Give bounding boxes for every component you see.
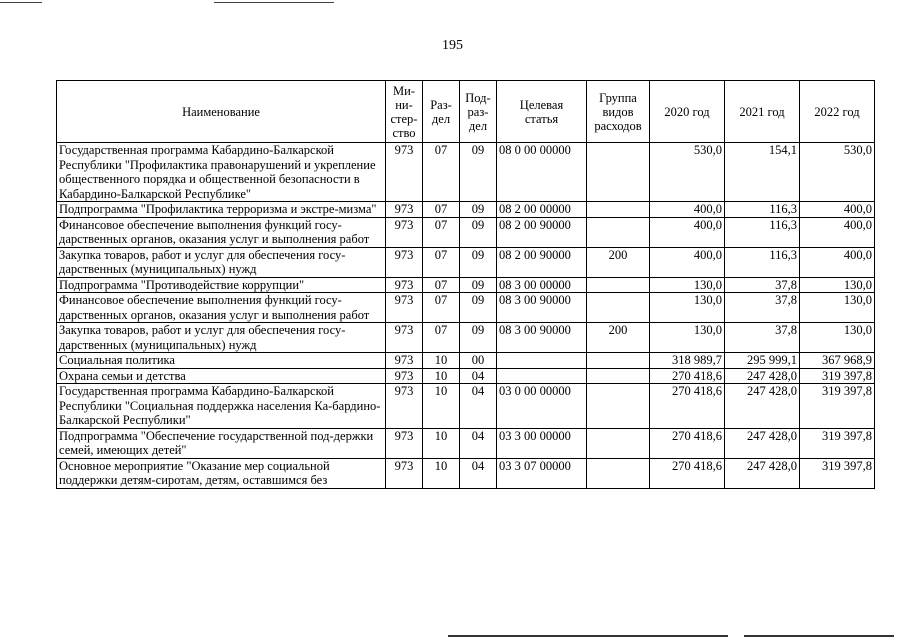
cell-target: 08 3 00 90000	[497, 293, 587, 323]
cell-2022: 130,0	[800, 293, 875, 323]
cell-2020: 530,0	[650, 143, 725, 202]
cell-group	[587, 277, 650, 293]
cell-2022: 130,0	[800, 323, 875, 353]
header-2020: 2020 год	[650, 81, 725, 143]
cell-2022: 319 397,8	[800, 458, 875, 488]
cell-2020: 270 418,6	[650, 368, 725, 384]
cell-2022: 130,0	[800, 277, 875, 293]
cell-2021: 154,1	[725, 143, 800, 202]
header-name: Наименование	[57, 81, 386, 143]
cell-group	[587, 384, 650, 429]
cell-subsection: 09	[460, 247, 497, 277]
cell-2022: 319 397,8	[800, 384, 875, 429]
cell-ministry: 973	[386, 428, 423, 458]
cell-2021: 116,3	[725, 217, 800, 247]
cell-name: Финансовое обеспечение выполнения функций госу-дарственных органов, оказания услуг и выполнения работ	[57, 217, 386, 247]
cell-subsection: 04	[460, 384, 497, 429]
cell-2020: 400,0	[650, 202, 725, 218]
cell-2022: 400,0	[800, 247, 875, 277]
cell-ministry: 973	[386, 368, 423, 384]
header-2021: 2021 год	[725, 81, 800, 143]
header-group	[587, 81, 650, 143]
table-row	[57, 384, 875, 429]
cell-subsection: 09	[460, 293, 497, 323]
cell-name: Подпрограмма "Обеспечение государственной под-держки семей, имеющих детей"	[57, 428, 386, 458]
cell-section: 10	[423, 428, 460, 458]
cell-2020: 130,0	[650, 293, 725, 323]
cell-2022: 400,0	[800, 202, 875, 218]
cell-2021: 247 428,0	[725, 368, 800, 384]
cell-target	[497, 368, 587, 384]
cell-2020: 130,0	[650, 323, 725, 353]
cell-subsection: 04	[460, 368, 497, 384]
cell-section: 10	[423, 353, 460, 369]
cell-2022: 367 968,9	[800, 353, 875, 369]
cell-ministry: 973	[386, 247, 423, 277]
cell-section: 07	[423, 217, 460, 247]
cell-2020: 130,0	[650, 277, 725, 293]
cell-name: Государственная программа Кабардино-Балкарской Республики "Социальная поддержка населения Ка-бардино-Балкарской Республики"	[57, 384, 386, 429]
table-row	[57, 428, 875, 458]
cell-name: Социальная политика	[57, 353, 386, 369]
cell-ministry: 973	[386, 458, 423, 488]
table-row	[57, 202, 875, 218]
cell-group	[587, 143, 650, 202]
cell-ministry: 973	[386, 217, 423, 247]
bottom-scan-line-left	[448, 635, 728, 637]
cell-name: Государственная программа Кабардино-Балкарской Республики "Профилактика правонарушений и укрепление общественного порядка и общественной безопасности в Кабардино-Балкарской Республике"	[57, 143, 386, 202]
cell-group	[587, 428, 650, 458]
cell-subsection: 09	[460, 323, 497, 353]
header-ministry-text: Ми- ни- стер- ство	[390, 83, 418, 140]
cell-2022: 319 397,8	[800, 428, 875, 458]
cell-2020: 400,0	[650, 247, 725, 277]
cell-subsection: 04	[460, 458, 497, 488]
header-target-text: Целевая статья	[519, 97, 564, 126]
cell-group: 200	[587, 247, 650, 277]
cell-section: 10	[423, 384, 460, 429]
cell-2021: 116,3	[725, 247, 800, 277]
header-2022: 2022 год	[800, 81, 875, 143]
cell-section: 07	[423, 293, 460, 323]
cell-section: 07	[423, 277, 460, 293]
cell-ministry: 973	[386, 293, 423, 323]
header-ministry	[386, 81, 423, 143]
cell-target: 08 3 00 90000	[497, 323, 587, 353]
cell-name: Подпрограмма "Противодействие коррупции"	[57, 277, 386, 293]
cell-2022: 530,0	[800, 143, 875, 202]
cell-2020: 270 418,6	[650, 428, 725, 458]
table-row	[57, 277, 875, 293]
header-section	[423, 81, 460, 143]
cell-group: 200	[587, 323, 650, 353]
table-row	[57, 217, 875, 247]
page-number: 195	[442, 38, 463, 53]
cell-target: 08 3 00 00000	[497, 277, 587, 293]
cell-name: Закупка товаров, работ и услуг для обеспечения госу-дарственных (муниципальных) нужд	[57, 323, 386, 353]
cell-name: Основное мероприятие "Оказание мер социальной поддержки детям-сиротам, детям, оставшимся без	[57, 458, 386, 488]
cell-2021: 116,3	[725, 202, 800, 218]
cell-2020: 318 989,7	[650, 353, 725, 369]
table-row	[57, 353, 875, 369]
cell-ministry: 973	[386, 353, 423, 369]
table-row	[57, 247, 875, 277]
cell-group	[587, 458, 650, 488]
header-group-text: Группа видов расходов	[594, 90, 642, 133]
cell-subsection: 09	[460, 202, 497, 218]
cell-target: 08 2 00 90000	[497, 217, 587, 247]
cell-ministry: 973	[386, 323, 423, 353]
cell-target: 03 3 00 00000	[497, 428, 587, 458]
header-target	[497, 81, 587, 143]
cell-group	[587, 217, 650, 247]
header-row	[57, 81, 875, 143]
table-row	[57, 458, 875, 488]
header-subsection	[460, 81, 497, 143]
budget-table	[56, 80, 875, 489]
cell-2020: 270 418,6	[650, 458, 725, 488]
table-row	[57, 143, 875, 202]
cell-2021: 37,8	[725, 293, 800, 323]
cell-2021: 37,8	[725, 323, 800, 353]
cell-target: 03 0 00 00000	[497, 384, 587, 429]
cell-ministry: 973	[386, 143, 423, 202]
cell-section: 10	[423, 368, 460, 384]
cell-section: 07	[423, 323, 460, 353]
cell-2020: 400,0	[650, 217, 725, 247]
cell-group	[587, 293, 650, 323]
cell-target: 08 0 00 00000	[497, 143, 587, 202]
cell-target: 08 2 00 90000	[497, 247, 587, 277]
cell-section: 07	[423, 202, 460, 218]
cell-ministry: 973	[386, 202, 423, 218]
header-section-text: Раз- дел	[430, 97, 452, 126]
cell-target: 03 3 07 00000	[497, 458, 587, 488]
cell-target	[497, 353, 587, 369]
cell-subsection: 09	[460, 277, 497, 293]
cell-subsection: 04	[460, 428, 497, 458]
top-scan-line-left	[0, 2, 42, 3]
cell-subsection: 09	[460, 217, 497, 247]
cell-group	[587, 368, 650, 384]
cell-group	[587, 353, 650, 369]
header-subsection-text: Под- раз- дел	[465, 90, 491, 133]
top-scan-line-right	[214, 2, 334, 3]
cell-section: 10	[423, 458, 460, 488]
cell-name: Закупка товаров, работ и услуг для обеспечения госу-дарственных (муниципальных) нужд	[57, 247, 386, 277]
cell-target: 08 2 00 00000	[497, 202, 587, 218]
cell-2022: 400,0	[800, 217, 875, 247]
table-body	[57, 143, 875, 489]
cell-2021: 247 428,0	[725, 428, 800, 458]
table-row	[57, 323, 875, 353]
cell-ministry: 973	[386, 384, 423, 429]
table-row	[57, 293, 875, 323]
cell-section: 07	[423, 143, 460, 202]
cell-2020: 270 418,6	[650, 384, 725, 429]
cell-2022: 319 397,8	[800, 368, 875, 384]
cell-subsection: 09	[460, 143, 497, 202]
cell-2021: 247 428,0	[725, 384, 800, 429]
cell-2021: 247 428,0	[725, 458, 800, 488]
cell-ministry: 973	[386, 277, 423, 293]
cell-2021: 295 999,1	[725, 353, 800, 369]
cell-name: Охрана семьи и детства	[57, 368, 386, 384]
cell-name: Подпрограмма "Профилактика терроризма и экстре-мизма"	[57, 202, 386, 218]
bottom-scan-line-right	[744, 635, 894, 637]
cell-subsection: 00	[460, 353, 497, 369]
cell-section: 07	[423, 247, 460, 277]
cell-group	[587, 202, 650, 218]
table-row	[57, 368, 875, 384]
cell-name: Финансовое обеспечение выполнения функций госу-дарственных органов, оказания услуг и выполнения работ	[57, 293, 386, 323]
cell-2021: 37,8	[725, 277, 800, 293]
